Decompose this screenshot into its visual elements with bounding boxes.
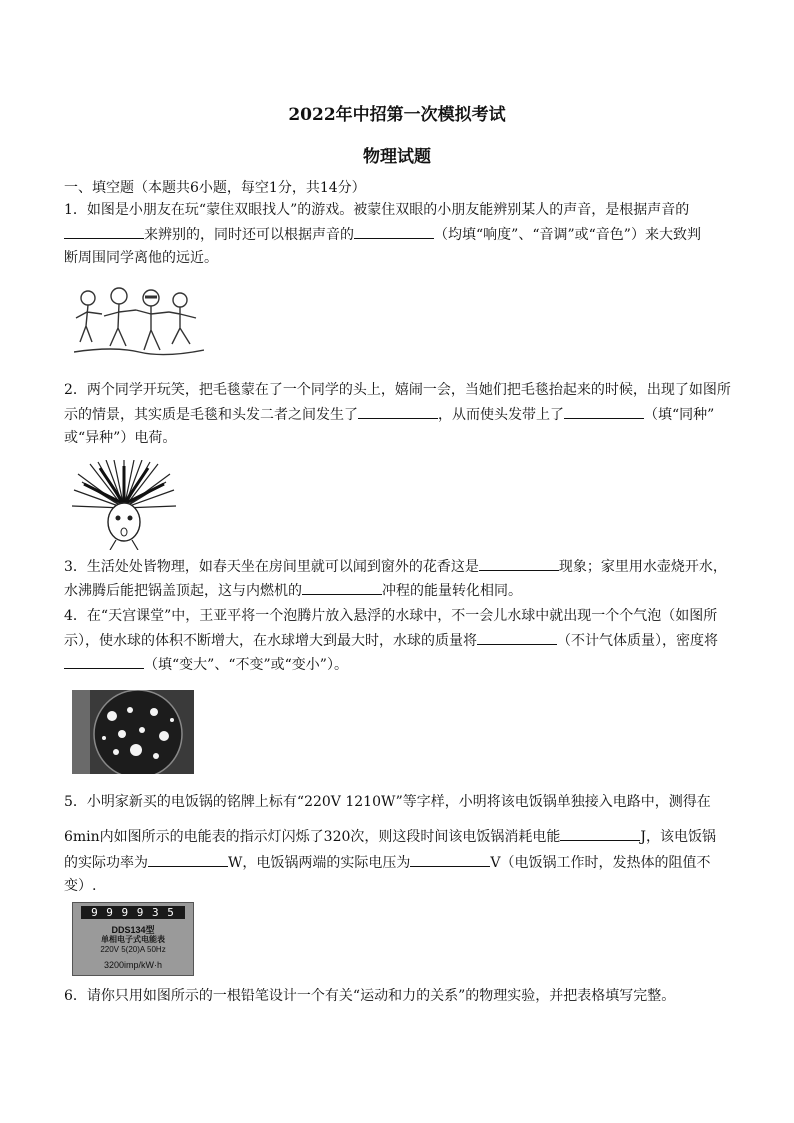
q5-line2: 6min内如图所示的电能表的指示灯闪烁了320次，则这段时间该电饭锅消耗电能 J，该电饭锅 [64,826,716,847]
section-heading: 一、填空题（本题共6小题，每空1分，共14分） [64,180,366,196]
meter-constant: 3200imp/kW·h [103,960,163,970]
q1-line1: 1．如图是小朋友在玩“蒙住双眼找人”的游戏。被蒙住双眼的小朋友能辨别某人的声音，是根据声音的 [64,202,690,218]
meter-model: DDS134型 [111,925,155,935]
q2-line1: 2．两个同学开玩笑，把毛毯蒙在了一个同学的头上，嬉闹一会，当她们把毛毯抬起来的时候，出现了如图所 [64,382,731,398]
q1-line2: 来辨别的，同时还可以根据声音的 （均填“响度”、“音调”或“音色”）来大致判 [64,224,701,245]
q3-line2: 水沸腾后能把锅盖顶起，这与内燃机的 冲程的能量转化相同。 [64,580,522,601]
water-ball-photo [72,690,194,774]
q4-line2: 示），使水球的体积不断增大，在水球增大到最大时，水球的质量将 （不计气体质量），密度将 [64,630,718,651]
q1-blank-2[interactable] [354,224,434,239]
children-game-figure [74,284,204,356]
q3-blank-1[interactable] [479,556,559,571]
energy-meter-figure [72,902,194,976]
q2-blank-2[interactable] [564,404,644,419]
meter-name: 单相电子式电能表 [101,935,165,944]
q5-blank-3[interactable] [410,852,490,867]
q5-line4: 变）. [64,878,97,894]
q3-line1: 3．生活处处皆物理，如春天坐在房间里就可以闻到窗外的花香这是 现象；家里用水壶烧开水， [64,556,727,577]
q4-line1: 4．在“天宫课堂”中，王亚平将一个泡腾片放入悬浮的水球中，不一会儿水球中就出现一个个气泡（如图所 [64,608,718,624]
q6-line1: 6．请你只用如图所示的一根铅笔设计一个有关“运动和力的关系”的物理实验，并把表格填写完整。 [64,988,676,1004]
q2-line3: 或“异种”）电荷。 [64,430,177,446]
q1-line3: 断周围同学离他的远近。 [64,250,218,266]
q4-line3: （填“变大”、“不变”或“变小”）。 [64,654,348,675]
page-title: 2022年中招第一次模拟考试 [288,105,506,125]
q1-blank-1[interactable] [64,224,144,239]
q5-blank-2[interactable] [148,852,228,867]
q5-blank-1[interactable] [560,826,640,841]
meter-digits: 9 9 9 9 3 5 [81,906,185,919]
q2-blank-1[interactable] [358,404,438,419]
q3-blank-2[interactable] [302,580,382,595]
q4-blank-2[interactable] [64,654,144,669]
q2-line2: 示的情景，其实质是毛毯和头发二者之间发生了 ，从而使头发带上了 （填“同种” [64,404,714,425]
static-hair-figure [70,460,178,550]
meter-spec: 220V 5(20)A 50Hz [100,945,166,954]
page-subtitle: 物理试题 [363,147,431,167]
q4-blank-1[interactable] [477,630,557,645]
q5-line1: 5．小明家新买的电饭锅的铭牌上标有“220V 1210W”等字样，小明将该电饭锅单独接入电路中，测得在 [64,794,711,810]
q5-line3: 的实际功率为 W，电饭锅两端的实际电压为 V（电饭锅工作时，发热体的阻值不 [64,852,711,873]
